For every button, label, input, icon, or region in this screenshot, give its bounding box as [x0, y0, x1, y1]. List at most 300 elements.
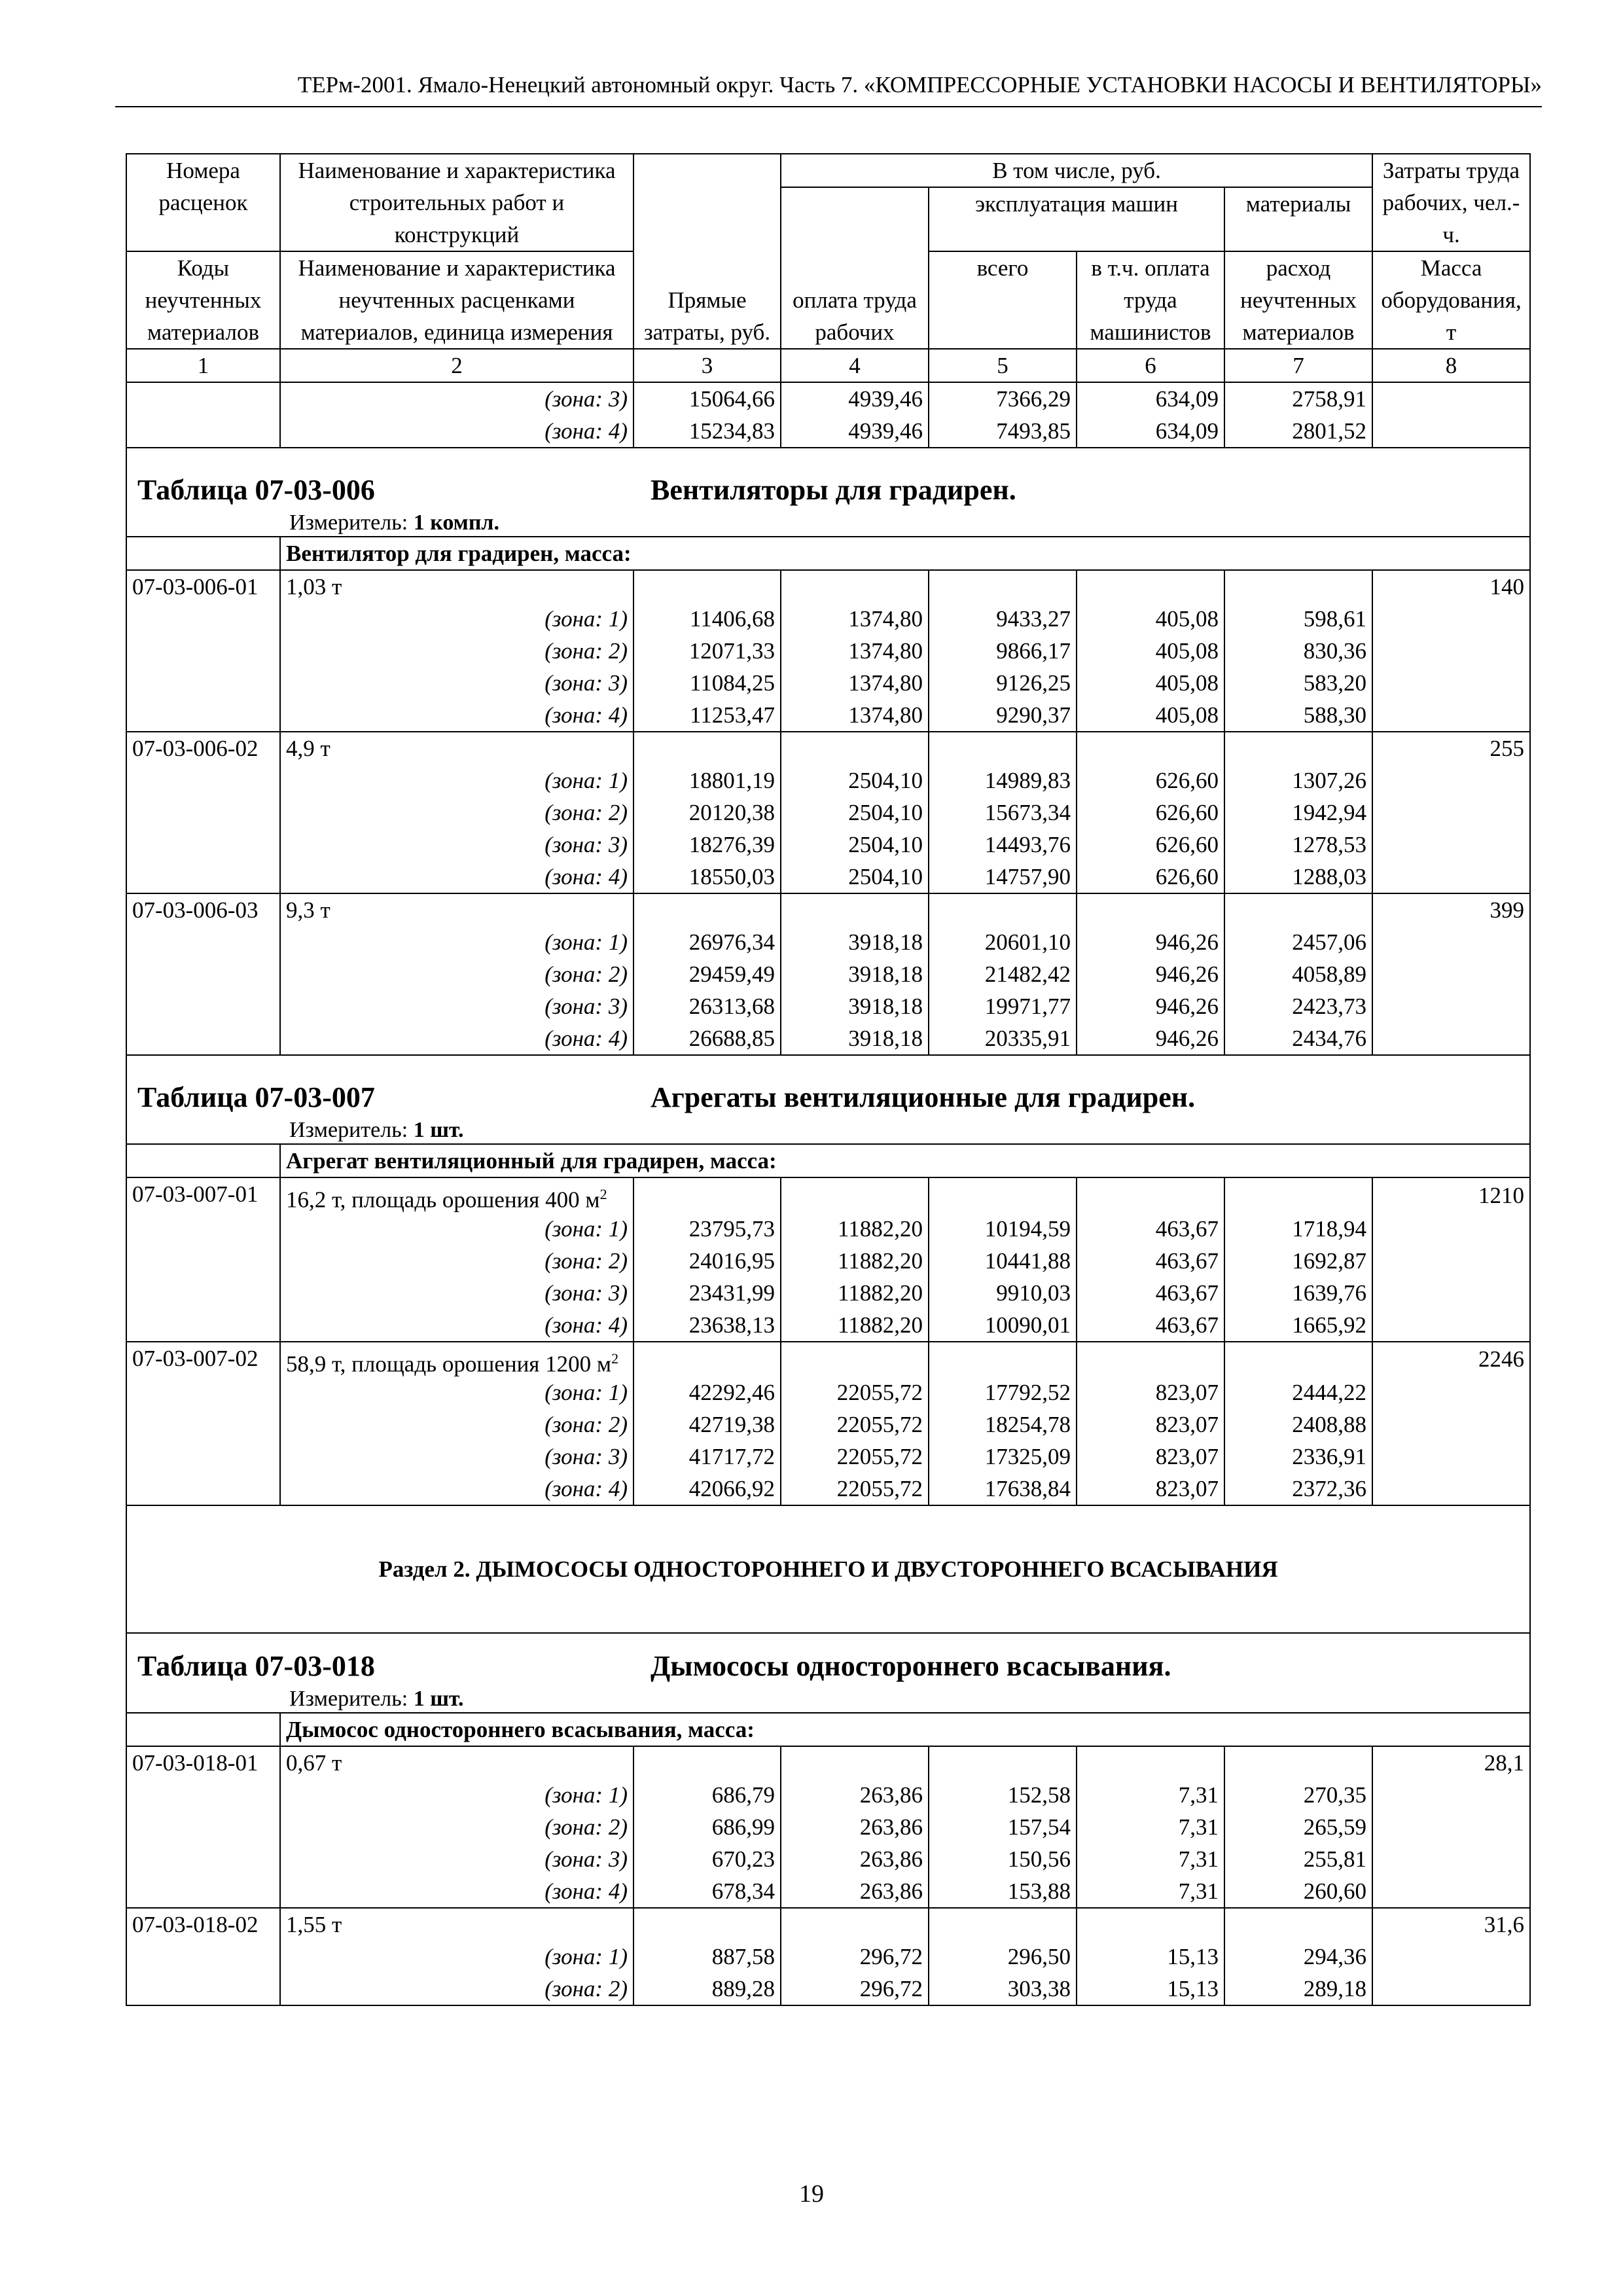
value-col3: 15064,66: [633, 382, 781, 415]
value-col5: 17792,52: [929, 1376, 1077, 1408]
mass-cell: [1372, 829, 1530, 861]
rate-code: 07-03-007-02: [126, 1342, 280, 1377]
value-col3: 686,79: [633, 1779, 781, 1811]
mass-cell: [1372, 1779, 1530, 1811]
value-col3: 889,28: [633, 1973, 781, 2005]
code-cell: [126, 1408, 280, 1441]
rate-item-row: [126, 570, 1530, 603]
superscript: 2: [599, 1186, 607, 1202]
col2-head: Наименование и характеристика строительных работ и конструкций: [280, 154, 633, 251]
zone-label: (зона: 1): [280, 764, 633, 797]
table-number: Таблица 07-03-006: [137, 474, 375, 506]
value-col5: 15673,34: [929, 797, 1077, 829]
table-title-cell: [126, 1055, 1530, 1144]
value-col6: 626,60: [1077, 861, 1224, 893]
value-col5: 157,54: [929, 1811, 1077, 1843]
code-cell: [126, 764, 280, 797]
zone-row: [126, 1811, 1530, 1843]
value-col4: 2504,10: [781, 829, 929, 861]
value-col7: 289,18: [1224, 1973, 1372, 2005]
empty-cell: [1224, 893, 1372, 926]
rate-desc-text: 1,03 т: [286, 574, 342, 600]
value-col5: 296,50: [929, 1941, 1077, 1973]
zone-row: [126, 926, 1530, 958]
mass-value: 255: [1372, 732, 1530, 764]
zone-row: [126, 861, 1530, 893]
mass-cell: [1372, 699, 1530, 732]
value-col4: 3918,18: [781, 926, 929, 958]
value-col6: 946,26: [1077, 990, 1224, 1022]
zone-label: (зона: 2): [280, 797, 633, 829]
zone-label: (зона: 4): [280, 1875, 633, 1908]
table-title-row: [126, 1055, 1530, 1144]
zone-label: (зона: 3): [280, 829, 633, 861]
empty-cell: [633, 1908, 781, 1941]
value-col4: 22055,72: [781, 1408, 929, 1441]
empty-cell: [929, 893, 1077, 926]
rate-item-row: [126, 1746, 1530, 1779]
mass-cell: [1372, 603, 1530, 635]
zone-row: [126, 1309, 1530, 1342]
zone-row: [126, 990, 1530, 1022]
value-col4: 11882,20: [781, 1309, 929, 1342]
value-col7: 598,61: [1224, 603, 1372, 635]
code-cell: [126, 382, 280, 415]
zone-label: (зона: 2): [280, 1973, 633, 2005]
table-name: Агрегаты вентиляционные для градирен.: [651, 1081, 1196, 1113]
rate-item-row: [126, 732, 1530, 764]
mass-cell: [1372, 415, 1530, 448]
rate-code: 07-03-018-02: [126, 1908, 280, 1941]
group-row: [126, 1144, 1530, 1177]
mass-cell: [1372, 1309, 1530, 1342]
value-col5: 20601,10: [929, 926, 1077, 958]
mass-cell: [1372, 382, 1530, 415]
zone-row: [126, 1779, 1530, 1811]
rate-code: 07-03-006-01: [126, 570, 280, 603]
table-title-row: [126, 1633, 1530, 1713]
value-col7: 2408,88: [1224, 1408, 1372, 1441]
table-title-row: [126, 448, 1530, 537]
zone-label: (зона: 1): [280, 1213, 633, 1245]
value-col5: 14989,83: [929, 764, 1077, 797]
mass-cell: [1372, 1875, 1530, 1908]
mass-cell: [1372, 1245, 1530, 1277]
rate-desc: [280, 1177, 633, 1213]
value-col5: 7493,85: [929, 415, 1077, 448]
table-title: [137, 471, 1519, 510]
value-col7: 588,30: [1224, 699, 1372, 732]
empty-cell: [633, 1342, 781, 1377]
unit-value: 1 шт.: [413, 1118, 464, 1142]
value-col6: 823,07: [1077, 1473, 1224, 1505]
value-col6: 626,60: [1077, 764, 1224, 797]
code-cell: [126, 1022, 280, 1055]
mass-cell: [1372, 667, 1530, 699]
col1b-head: Коды неучтенных материалов: [126, 251, 280, 349]
value-col4: 2504,10: [781, 764, 929, 797]
value-col7: 260,60: [1224, 1875, 1372, 1908]
rate-item-row: [126, 893, 1530, 926]
code-cell: [126, 1811, 280, 1843]
value-col6: 626,60: [1077, 829, 1224, 861]
value-col6: 405,08: [1077, 699, 1224, 732]
value-col3: 42292,46: [633, 1376, 781, 1408]
rate-code: 07-03-006-02: [126, 732, 280, 764]
empty-cell: [1224, 1908, 1372, 1941]
value-col6: 463,67: [1077, 1245, 1224, 1277]
value-col7: 2758,91: [1224, 382, 1372, 415]
value-col7: 1278,53: [1224, 829, 1372, 861]
empty-cell: [633, 1177, 781, 1213]
mass-cell: [1372, 1843, 1530, 1875]
value-col7: 2434,76: [1224, 1022, 1372, 1055]
empty-cell: [1224, 570, 1372, 603]
code-cell: [126, 635, 280, 667]
colnum-4: 4: [781, 349, 929, 382]
mass-value: 1210: [1372, 1177, 1530, 1213]
zone-label: (зона: 2): [280, 1408, 633, 1441]
value-col3: 26313,68: [633, 990, 781, 1022]
value-col6: 946,26: [1077, 1022, 1224, 1055]
value-col5: 153,88: [929, 1875, 1077, 1908]
zone-row: [126, 1245, 1530, 1277]
price-table: [126, 153, 1531, 2006]
code-cell: [126, 861, 280, 893]
value-col6: 405,08: [1077, 635, 1224, 667]
value-col5: 9910,03: [929, 1277, 1077, 1309]
empty-cell: [929, 1342, 1077, 1377]
code-cell: [126, 1713, 280, 1746]
value-col3: 26688,85: [633, 1022, 781, 1055]
unit-label: Измеритель:: [289, 1118, 408, 1142]
value-col3: 23638,13: [633, 1309, 781, 1342]
mass-cell: [1372, 1277, 1530, 1309]
value-col6: 823,07: [1077, 1376, 1224, 1408]
value-col3: 686,99: [633, 1811, 781, 1843]
zone-row: [126, 1473, 1530, 1505]
empty-cell: [781, 893, 929, 926]
value-col4: 11882,20: [781, 1245, 929, 1277]
col8a-head: Затраты труда рабочих, чел.-ч.: [1372, 154, 1530, 251]
empty-cell: [633, 1746, 781, 1779]
zone-row: [126, 1843, 1530, 1875]
value-col4: 22055,72: [781, 1441, 929, 1473]
value-col7: 2444,22: [1224, 1376, 1372, 1408]
table-title-cell: [126, 448, 1530, 537]
value-col3: 29459,49: [633, 958, 781, 990]
zone-row: [126, 958, 1530, 990]
empty-cell: [1077, 570, 1224, 603]
value-col6: 7,31: [1077, 1875, 1224, 1908]
code-cell: [126, 537, 280, 570]
value-col5: 14493,76: [929, 829, 1077, 861]
value-col3: 11253,47: [633, 699, 781, 732]
value-col4: 296,72: [781, 1941, 929, 1973]
value-col4: 2504,10: [781, 797, 929, 829]
zone-label: (зона: 3): [280, 990, 633, 1022]
code-cell: [126, 926, 280, 958]
empty-cell: [929, 1908, 1077, 1941]
value-col6: 7,31: [1077, 1843, 1224, 1875]
value-col7: 2457,06: [1224, 926, 1372, 958]
zone-label: (зона: 2): [280, 635, 633, 667]
zone-label: (зона: 3): [280, 1441, 633, 1473]
mass-value: 2246: [1372, 1342, 1530, 1377]
rate-item-row: [126, 1177, 1530, 1213]
table-title: [137, 1647, 1519, 1686]
code-cell: [126, 1941, 280, 1973]
col3-head: Прямые затраты, руб.: [633, 154, 781, 349]
mass-cell: [1372, 1408, 1530, 1441]
value-col3: 678,34: [633, 1875, 781, 1908]
value-col5: 303,38: [929, 1973, 1077, 2005]
value-col3: 18801,19: [633, 764, 781, 797]
group-title: Агрегат вентиляционный для градирен, масса:: [280, 1144, 1530, 1177]
code-cell: [126, 1376, 280, 1408]
value-col3: 12071,33: [633, 635, 781, 667]
zone-label: (зона: 3): [280, 667, 633, 699]
code-cell: [126, 1843, 280, 1875]
value-col4: 4939,46: [781, 382, 929, 415]
rate-desc: [280, 1746, 633, 1779]
mass-cell: [1372, 764, 1530, 797]
empty-cell: [929, 570, 1077, 603]
value-col6: 15,13: [1077, 1941, 1224, 1973]
empty-cell: [1224, 1342, 1372, 1377]
value-col3: 11406,68: [633, 603, 781, 635]
zone-label: (зона: 1): [280, 926, 633, 958]
value-col3: 20120,38: [633, 797, 781, 829]
machines-head: эксплуатация машин: [929, 187, 1224, 251]
zone-label: (зона: 4): [280, 1473, 633, 1505]
empty-cell: [929, 1177, 1077, 1213]
rate-code: 07-03-006-03: [126, 893, 280, 926]
value-col5: 19971,77: [929, 990, 1077, 1022]
col7-head: расход неучтенных материалов: [1224, 251, 1372, 349]
section-row: [126, 1505, 1530, 1633]
unit-label: Измеритель:: [289, 1687, 408, 1712]
value-col3: 42066,92: [633, 1473, 781, 1505]
value-col7: 2423,73: [1224, 990, 1372, 1022]
value-col3: 41717,72: [633, 1441, 781, 1473]
value-col3: 11084,25: [633, 667, 781, 699]
code-cell: [126, 415, 280, 448]
col4-head: оплата труда рабочих: [781, 187, 929, 349]
value-col7: 4058,89: [1224, 958, 1372, 990]
empty-cell: [1077, 1746, 1224, 1779]
rate-desc: [280, 732, 633, 764]
colnum-8: 8: [1372, 349, 1530, 382]
value-col4: 11882,20: [781, 1213, 929, 1245]
value-col6: 634,09: [1077, 382, 1224, 415]
value-col6: 823,07: [1077, 1408, 1224, 1441]
empty-cell: [1077, 1908, 1224, 1941]
rate-desc-text: 4,9 т: [286, 736, 330, 761]
unit-value: 1 компл.: [413, 511, 500, 535]
group-title: Дымосос одностороннего всасывания, масса:: [280, 1713, 1530, 1746]
value-col4: 22055,72: [781, 1376, 929, 1408]
mass-cell: [1372, 1973, 1530, 2005]
value-col4: 3918,18: [781, 958, 929, 990]
mass-cell: [1372, 958, 1530, 990]
value-col6: 463,67: [1077, 1213, 1224, 1245]
group-title: Вентилятор для градирен, масса:: [280, 537, 1530, 570]
value-col5: 17638,84: [929, 1473, 1077, 1505]
value-col7: 1639,76: [1224, 1277, 1372, 1309]
zone-label: (зона: 1): [280, 1779, 633, 1811]
column-numbers-row: [126, 349, 1530, 382]
value-col7: 1665,92: [1224, 1309, 1372, 1342]
zone-label: (зона: 4): [280, 1309, 633, 1342]
value-col4: 296,72: [781, 1973, 929, 2005]
value-col7: 1307,26: [1224, 764, 1372, 797]
value-col7: 1692,87: [1224, 1245, 1372, 1277]
mass-value: 28,1: [1372, 1746, 1530, 1779]
value-col3: 23795,73: [633, 1213, 781, 1245]
zone-row: [126, 699, 1530, 732]
mass-value: 140: [1372, 570, 1530, 603]
mass-cell: [1372, 1376, 1530, 1408]
carry-row: [126, 382, 1530, 415]
value-col4: 3918,18: [781, 1022, 929, 1055]
value-col5: 10194,59: [929, 1213, 1077, 1245]
mass-cell: [1372, 1022, 1530, 1055]
value-col7: 255,81: [1224, 1843, 1372, 1875]
value-col4: 1374,80: [781, 635, 929, 667]
value-col4: 11882,20: [781, 1277, 929, 1309]
value-col6: 405,08: [1077, 603, 1224, 635]
code-cell: [126, 1875, 280, 1908]
zone-label: (зона: 4): [280, 861, 633, 893]
mass-cell: [1372, 990, 1530, 1022]
value-col4: 1374,80: [781, 603, 929, 635]
value-col4: 3918,18: [781, 990, 929, 1022]
zone-row: [126, 1213, 1530, 1245]
empty-cell: [929, 732, 1077, 764]
value-col5: 9866,17: [929, 635, 1077, 667]
value-col5: 150,56: [929, 1843, 1077, 1875]
value-col3: 24016,95: [633, 1245, 781, 1277]
zone-row: [126, 1022, 1530, 1055]
empty-cell: [1077, 1177, 1224, 1213]
empty-cell: [781, 570, 929, 603]
empty-cell: [781, 1342, 929, 1377]
zone-row: [126, 797, 1530, 829]
empty-cell: [633, 732, 781, 764]
code-cell: [126, 829, 280, 861]
code-cell: [126, 1309, 280, 1342]
page-number: 19: [799, 2180, 824, 2208]
zone-label: (зона: 2): [280, 958, 633, 990]
zone-row: [126, 764, 1530, 797]
value-col6: 626,60: [1077, 797, 1224, 829]
value-col3: 887,58: [633, 1941, 781, 1973]
value-col6: 7,31: [1077, 1779, 1224, 1811]
empty-cell: [781, 732, 929, 764]
mass-cell: [1372, 1473, 1530, 1505]
rate-desc-text: 58,9 т, площадь орошения 1200 м: [286, 1351, 612, 1377]
value-col7: 830,36: [1224, 635, 1372, 667]
rate-desc-text: 16,2 т, площадь орошения 400 м: [286, 1187, 600, 1213]
zone-label: (зона: 3): [280, 382, 633, 415]
zone-label: (зона: 1): [280, 1376, 633, 1408]
measure-unit: [137, 1117, 1519, 1143]
rate-desc: [280, 893, 633, 926]
value-col3: 18276,39: [633, 829, 781, 861]
value-col7: 1942,94: [1224, 797, 1372, 829]
colnum-3: 3: [633, 349, 781, 382]
value-col7: 583,20: [1224, 667, 1372, 699]
rate-code: 07-03-007-01: [126, 1177, 280, 1213]
zone-row: [126, 1441, 1530, 1473]
value-col5: 18254,78: [929, 1408, 1077, 1441]
code-cell: [126, 990, 280, 1022]
empty-cell: [1077, 732, 1224, 764]
value-col7: 1718,94: [1224, 1213, 1372, 1245]
value-col5: 10441,88: [929, 1245, 1077, 1277]
code-cell: [126, 1779, 280, 1811]
table-number: Таблица 07-03-007: [137, 1081, 375, 1113]
value-col4: 1374,80: [781, 699, 929, 732]
value-col4: 22055,72: [781, 1473, 929, 1505]
value-col7: 294,36: [1224, 1941, 1372, 1973]
value-col5: 14757,90: [929, 861, 1077, 893]
value-col7: 2336,91: [1224, 1441, 1372, 1473]
colnum-5: 5: [929, 349, 1077, 382]
zone-row: [126, 1875, 1530, 1908]
group-row: [126, 537, 1530, 570]
value-col4: 263,86: [781, 1875, 929, 1908]
mass-cell: [1372, 797, 1530, 829]
value-col6: 823,07: [1077, 1441, 1224, 1473]
value-col4: 263,86: [781, 1843, 929, 1875]
colnum-7: 7: [1224, 349, 1372, 382]
rate-desc-text: 1,55 т: [286, 1912, 342, 1938]
superscript: 2: [611, 1350, 619, 1367]
value-col6: 405,08: [1077, 667, 1224, 699]
value-col6: 7,31: [1077, 1811, 1224, 1843]
unit-label: Измеритель:: [289, 511, 408, 535]
code-cell: [126, 1144, 280, 1177]
value-col3: 26976,34: [633, 926, 781, 958]
value-col5: 17325,09: [929, 1441, 1077, 1473]
zone-row: [126, 1408, 1530, 1441]
zone-label: (зона: 2): [280, 1811, 633, 1843]
rate-code: 07-03-018-01: [126, 1746, 280, 1779]
empty-cell: [1224, 1746, 1372, 1779]
mass-cell: [1372, 1811, 1530, 1843]
value-col4: 4939,46: [781, 415, 929, 448]
running-header: ТЕРм-2001. Ямало-Ненецкий автономный округ. Часть 7. «КОМПРЕССОРНЫЕ УСТАНОВКИ НАСОСЫ И ВЕНТИЛЯТОРЫ»: [115, 72, 1542, 107]
incl-head: В том числе, руб.: [781, 154, 1372, 187]
rate-desc: [280, 1908, 633, 1941]
zone-label: (зона: 4): [280, 415, 633, 448]
empty-cell: [633, 893, 781, 926]
value-col3: 15234,83: [633, 415, 781, 448]
value-col7: 1288,03: [1224, 861, 1372, 893]
mass-cell: [1372, 1941, 1530, 1973]
value-col3: 42719,38: [633, 1408, 781, 1441]
zone-label: (зона: 2): [280, 1245, 633, 1277]
rate-item-row: [126, 1342, 1530, 1377]
value-col5: 9126,25: [929, 667, 1077, 699]
table-number: Таблица 07-03-018: [137, 1650, 375, 1683]
colnum-6: 6: [1077, 349, 1224, 382]
value-col5: 152,58: [929, 1779, 1077, 1811]
zone-row: [126, 1973, 1530, 2005]
col2b-head: Наименование и характеристика неучтенных расценками материалов, единица измерения: [280, 251, 633, 349]
